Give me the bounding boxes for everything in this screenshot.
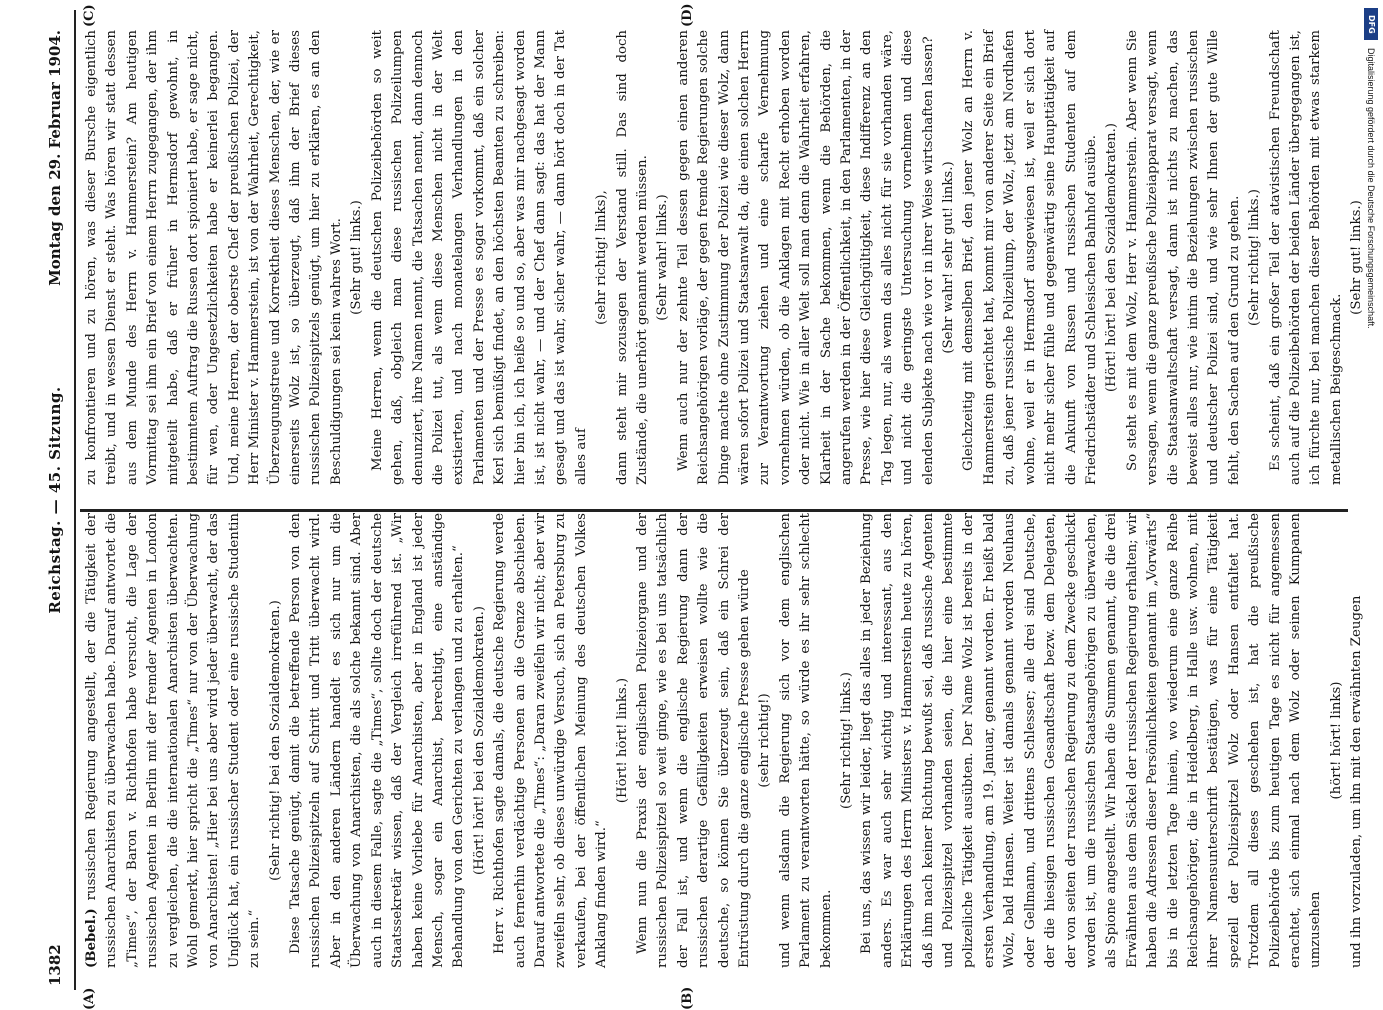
paragraph: Wenn nun die Praxis der englischen Polizeiorgane und der russischen Polizeispitzel so weit ginge, wie es bei uns tatsächlich der Fall ist, und wenn die englische Regierung dann der russischen derartige Gefälligkeiten erweisen wollte wie die deutsche, so können Sie überzeugt sein, daß ein Schrei der Entrüstung durch die ganze englische Presse gehen würde [634, 513, 752, 968]
interjection: (Sehr wahr! links.) [655, 194, 671, 321]
margin-marker-a: (A) [82, 987, 97, 1010]
paragraph: zu konfrontieren und zu hören, was dieser Bursche eigentlich treibt, und in wessen Dienst er steht. Was hören wir statt dessen aus dem Munde des Herrn v. Hammerstein? Am heutigen Vormittag sei ihm ein Brief von einem Herrn zugegangen, der ihm mitgeteilt habe, daß er früher in Hermsdorf gewohnt, in bestimmtem Auftrag die Russen dort spioniert habe, er sage nicht, für wen, oder Ungesetzlichkeiten habe er keinerlei begangen. Und, meine Herren, der oberste Chef der preußischen Polizei, der Herr Minister v. Hammerstein, ist von der Wahrheit, Gerechtigkeit, Überzeugungstreue und Korrektheit dieses Menschen, der, wie er einerseits Wolz ist, so überzeugt, daß ihm der Brief dieses russischen Polizeispitzels genügt, um hier zu erklären, es an den Beschuldigungen sei kein wahres Wort. [84, 30, 344, 485]
paragraph: Herr v. Richthofen sagte damals, die deutsche Regierung werde auch fernerhin verdächtige Personen an die Grenze abschieben. Darauf antwortete die „Times“: „Daran zweifeln wir nicht; aber wir zweifeln sehr, ob dieses unwürdige Versuch, sich an Petersburg zu verkaufen, bei der öffentlichen Meinung des deutschen Volkes Anklang finden wird.“ [492, 513, 610, 968]
interjection: (sehr richtig!) [757, 693, 773, 788]
interjection: (Sehr richtig! links.) [839, 672, 855, 809]
interjection: (Sehr richtig! links.) [1247, 189, 1263, 326]
margin-marker-b: (B) [680, 986, 695, 1010]
margin-marker-d: (D) [680, 3, 695, 27]
paragraph: und wenn alsdann die Regierung sich vor dem englischen Parlament zu verantworten hätte, so würde es ihr sehr schlecht bekommen. [777, 513, 834, 968]
paragraph: dann steht mir sozusagen der Verstand still. Das sind doch Zustände, die unerhört genannt werden müssen. [614, 30, 650, 485]
session-date: Montag den 29. Februar 1904. [46, 30, 64, 286]
paragraph: Wenn auch nur der zehnte Teil dessen gegen einen anderen Reichsangehörigen vorläge, der gegen fremde Regierungen solche Dinge machte ohne Zustimmung der Polizei wie dieser Wolz, dann wären sofort Polizei und Staatsanwalt da, die einen solchen Herrn zur Verantwortung ziehen und eine scharfe Vernehmung vornehmen würden, ob die Anklagen mit Recht erhoben worden oder nicht. Wie in aller Welt soll man denn die Wahrheit erfahren, Klarheit in der Sache bekommen, wenn die Behörden, die angerufen werden in der Öffentlichkeit, in den Parlamenten, in der Presse, wie hier diese Gleichgültigkeit, diese Indifferenz an den Tag legen, nur, als wenn das alles nicht für sie vorhanden wäre, und nicht die geringste Untersuchung vornehmen und diese elenden Subjekte nach wie vor in ihrer Weise wirtschaften lassen? [675, 30, 936, 485]
speaker-name: (Bebel.) [84, 908, 99, 968]
interjection: (Hört! hört! links.) [614, 677, 630, 804]
interjection: (Hört! hört! bei den Sozialdemokraten.) [471, 606, 487, 876]
interjection: (Sehr gut! links.) [1349, 200, 1365, 315]
page-number: 1382 [46, 944, 64, 986]
paragraph: Es scheint, daß ein großer Teil der atavistischen Freundschaft auch auf die Polizeibehörden der beiden Länder übergegangen ist, ich fürchte nur, bei manchen dieser Behörden mit etwas starkem metallischen Beigeschmack. [1267, 30, 1344, 485]
right-column [82, 30, 1365, 485]
paragraph: Gleichzeitig mit demselben Brief, den jener Wolz an Herrn v. Hammerstein gerichtet hat, kommt mir von anderer Seite ein Brief zu, daß jener russische Polizeilump, der Wolz, jetzt am Nordhafen wohne, weil er in Hermsdorf ausgewiesen ist, weil er sich dort nicht mehr sicher fühle und gegenwärtig seine Haupttätigkeit auf die Ankunft von Russen und russischen Studenten auf dem Friedrichstädter und Schlesischen Bahnhof ausübe. [961, 30, 1099, 485]
dfg-logo: DFG [1364, 8, 1378, 40]
margin-marker-c: (C) [82, 4, 97, 27]
page-header [40, 10, 74, 990]
paragraph: Meine Herren, wenn die deutschen Polizeibehörden so weit gehen, daß, obgleich man diese russischen Polizeilumpen denunziert, ihre Namen nennt, die Tatsachen nennt, dann dennoch die Polizei tut, als wenn diese Menschen nicht in der Welt existierten, und nach monatelangen Verhandlungen in den Parlamenten und der Presse es sogar vorkommt, daß ein solcher Kerl sich bemüßigt findet, an den höchsten Beamten zu schreiben: hier bin ich, ich heiße so und so, aber was mir nachgesagt worden ist, ist nicht wahr, — und der Chef dann sagt: das hat der Mann gesagt und das ist wahr, sicher wahr, — dann hört doch in der Tat alles auf [369, 30, 589, 485]
interjection: (sehr richtig! links), [594, 190, 610, 325]
column-divider [80, 509, 1348, 512]
paragraph: So steht es mit dem Wolz, Herr v. Hammerstein. Aber wenn Sie versagen, wenn die ganze preußische Polizeiapparat versagt, wenn die Staatsanwaltschaft versagt, dann ist nichts zu machen, das beweist alles nur, wie intim die Beziehungen zwischen russischen und deutscher Polizei sind, und wie sehr Ihnen der gute Wille fehlt, den Sachen auf den Grund zu gehen. [1124, 30, 1242, 485]
interjection: (hört! hört! links) [1328, 681, 1344, 800]
paragraph: russischen Regierung angestellt, der die Tätigkeit der russischen Anarchisten zu überwachen habe. Darauf antwortet die „Times“, der Baron v. Richthofen habe versucht, die Lage der russischen Agenten in Berlin mit der fremder Agenten in London zu vergleichen, die die internationalen Anarchisten überwachten. Wohl gemerkt, hier spricht die „Times“ nur von der Überwachung von Anarchisten! „Hier bei uns aber wird jeder überwacht, der das Unglück hat, ein russischer Student oder eine russische Studentin zu sein.“ [84, 513, 263, 968]
interjection: (Sehr gut! links.) [349, 200, 365, 315]
header-rule [74, 10, 76, 990]
paragraph: und ihn vorzuladen, um ihn mit den erwähnten Zeugen [1349, 595, 1365, 968]
interjection: (Sehr richtig! bei den Sozialdemokraten.) [267, 600, 283, 881]
funding-note: Digitalisierung gefördert durch die Deutsche Forschungsgemeinschaft. [1366, 48, 1376, 329]
interjection: (Hört! hört! bei den Sozialdemokraten.) [1104, 123, 1120, 393]
interjection: (Sehr wahr! sehr gut! links.) [941, 161, 957, 354]
left-column [82, 513, 1365, 968]
session-title: Reichstag. — 45. Sitzung. [46, 386, 64, 614]
paragraph: Diese Tatsache genügt, damit die betreffende Person von den russischen Polizeispitzeln auf Schritt und Tritt überwacht wird. Aber in den anderen Ländern handelt es sich nur um die Überwachung von Anarchisten, die als solche bekannt sind. Aber auch in diesem Falle, sagte die „Times“, sollte doch der deutsche Staatssekretär wissen, daß der Vergleich irreführend ist. „Wir haben keine Vorliebe für Anarchisten, aber in England ist jeder Mensch, sogar ein Anarchist, berechtigt, eine anständige Behandlung von den Gerichten zu verlangen und zu erhalten.“ [288, 513, 467, 968]
rotated-page [40, 3, 1365, 1010]
paragraph: Bei uns, das wissen wir leider, liegt das alles in jeder Beziehung anders. Es war auch sehr wichtig und interessant, aus den Erklärungen des Herrn Ministers v. Hammerstein heute zu hören, daß ihm nach keiner Richtung bewußt sei, daß russische Agenten und Polizeispitzel vorhanden seien, die hier eine bestimmte polizeiliche Tätigkeit ausübten. Der Name Wolz ist bereits in der ersten Verhandlung, am 19. Januar, genannt worden. Er heißt bald Wolz, bald Hansen. Weiter ist damals genannt worden Neuhaus oder Gellmann, und drittens Schlesser; alle drei sind Deutsche, der die hiesigen russischen Gesandtschaft bezw. dem Delegaten, der von seiten der russischen Regierung zu dem Zwecke geschickt worden ist, um die russischen Staatsangehörigen zu überwachen, als Spione angestellt. Wir haben die Summen genannt, die die drei Erwähnten aus dem Säckel der russischen Regierung erhalten; wir haben die Adressen dieser Persönlichkeiten genannt im „Vorwärts“ bis in die letzten Tage hinein, wo wiederum eine ganze Reihe Reichsangehöriger, die in Heidelberg, in Halle usw. wohnen, mit ihrer Namensunterschrift bestätigen, was für eine Tätigkeit speziell der Polizeispitzel Wolz oder Hansen entfaltet hat. Trotzdem all dieses geschehen ist, hat die preußische Polizeibehörde bis zum heutigen Tage es nicht für angemessen erachtet, sich einmal nach dem Wolz oder seinen Kumpanen umzusehen [859, 513, 1324, 968]
